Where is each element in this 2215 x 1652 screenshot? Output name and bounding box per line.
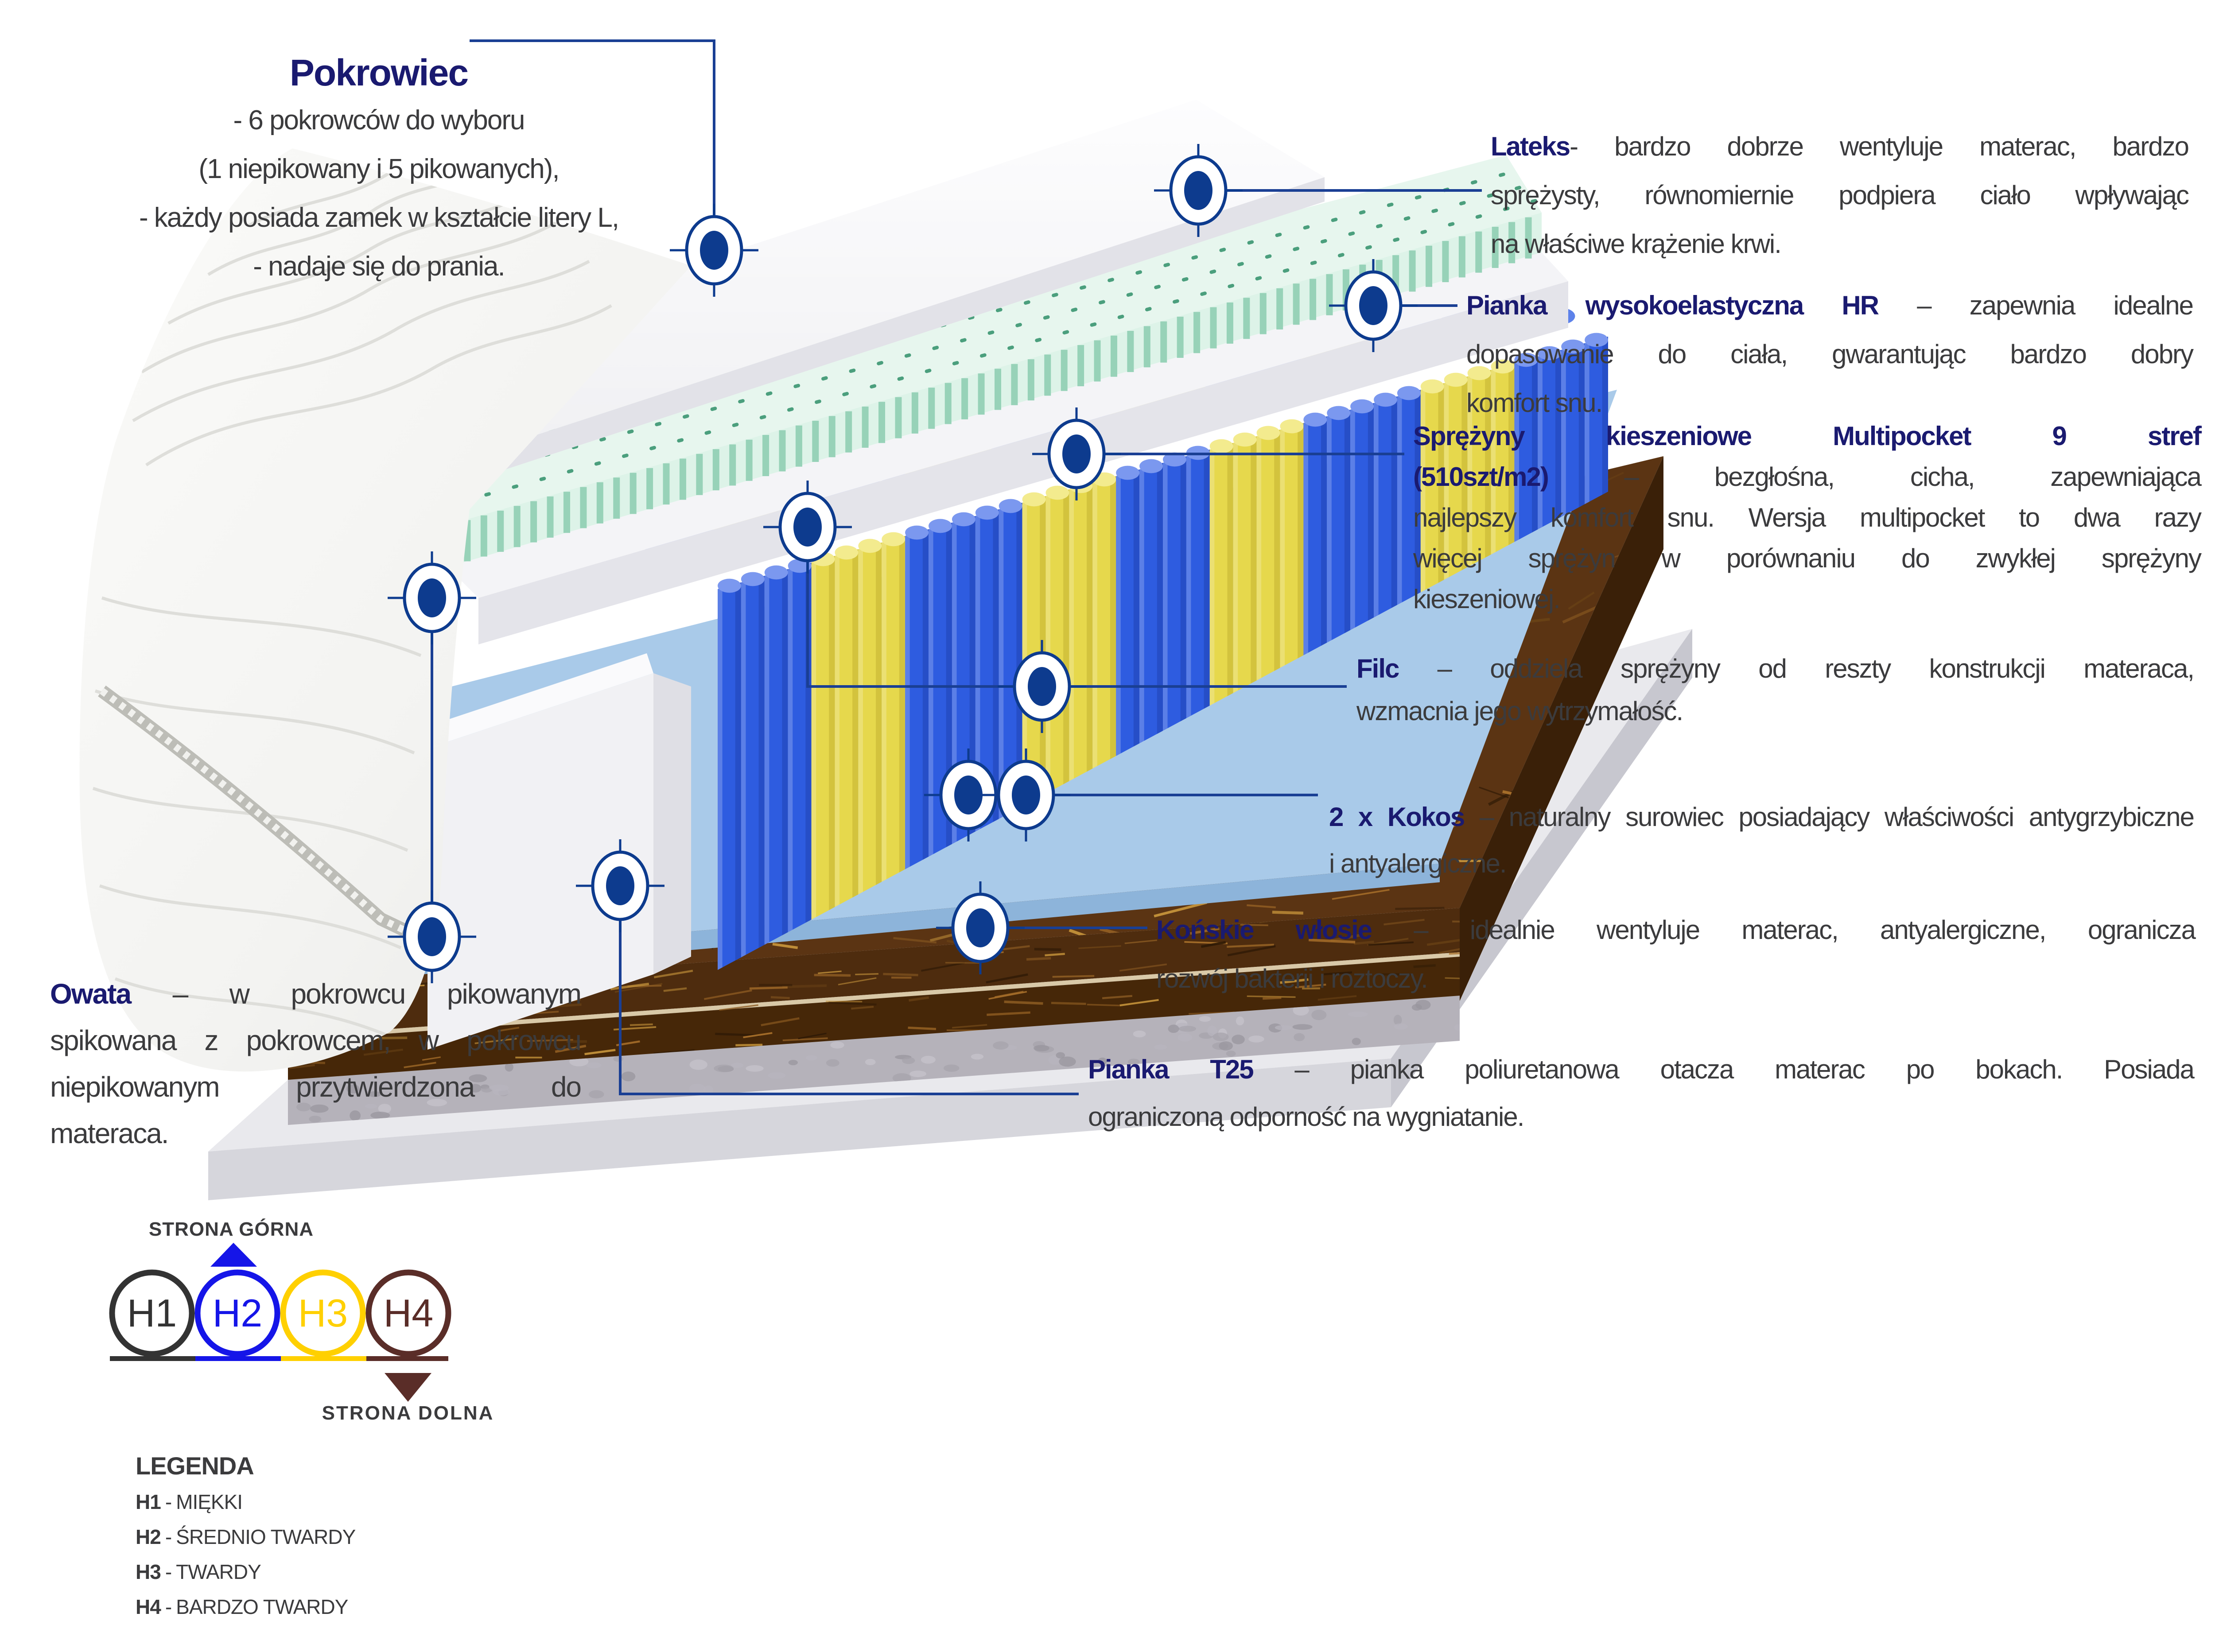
felt-speckle (768, 1072, 785, 1079)
callout-pianka-hr (1466, 281, 2193, 427)
legend-row: H2 - ŚREDNIO TWARDY (136, 1525, 356, 1548)
latex-rib (497, 511, 504, 552)
scale-top-label: STRONA GÓRNA (148, 1218, 314, 1240)
coir-fibre (1051, 1003, 1086, 1004)
spring-coil (1374, 393, 1397, 618)
latex-rib (1111, 336, 1117, 377)
callout-kokos-title: 2 x Kokos (1329, 802, 1465, 832)
coir-fibre (1004, 1002, 1043, 1004)
callout-filc-title: Filc (1356, 654, 1399, 683)
spring-coil (1116, 466, 1139, 756)
latex-rib (945, 383, 952, 424)
scale-circle-h3-label: H3 (298, 1291, 348, 1335)
latex-rib (729, 444, 736, 485)
latex-rib (1127, 331, 1134, 372)
felt-speckle (944, 1065, 960, 1072)
callout-pokrowiec-line: - nadaje się do prania. (253, 251, 505, 282)
latex-rib (1276, 288, 1283, 330)
coir-fibre (1034, 949, 1061, 950)
spring-coil (1350, 399, 1374, 630)
callout-kokos-line: 2 x Kokos – naturalny surowiec posiadający właściwości antygrzybiczne (1329, 802, 2194, 832)
callout-sprezyny-title: Sprężyny kieszeniowe Multipocket 9 stref (1413, 421, 2201, 451)
felt-speckle (689, 1084, 706, 1094)
callout-lateks-line: Lateks- bardzo dobrze wentyluje materac, bardzo (1491, 132, 2188, 161)
latex-rib (1177, 317, 1184, 358)
latex-rib (1442, 241, 1449, 282)
latex-rib (829, 416, 835, 457)
coir-fibre (883, 974, 918, 975)
callout-kokos-line: i antyalergiczne. (1329, 849, 1506, 878)
felt-speckle (589, 1090, 604, 1099)
latex-rib (762, 435, 769, 476)
spring-coil (1069, 479, 1092, 781)
callout-sprezyny-subtitle: (510szt/m2) (1413, 462, 1548, 492)
felt-speckle (1133, 1031, 1146, 1037)
callout-pianka-hr-line: dopasowanie do ciała, gwarantując bardzo dobry (1466, 339, 2193, 369)
callout-owata-line: Owata – w pokrowcu pikowanym (50, 978, 581, 1010)
felt-speckle (902, 1057, 915, 1064)
latex-rib (713, 449, 719, 490)
spring-coil (858, 539, 882, 895)
coir-fibre (908, 1028, 936, 1029)
latex-rib (580, 487, 587, 528)
spring-coil (718, 579, 741, 970)
latex-rib (663, 463, 670, 504)
latex-rib (1160, 322, 1167, 363)
spring-coil (1280, 419, 1303, 668)
latex-rib (1028, 359, 1034, 400)
felt-speckle (865, 1059, 876, 1065)
felt-speckle (1232, 1035, 1245, 1044)
latex-rib (547, 496, 554, 538)
latex-rib (796, 426, 802, 467)
felt-speckle (789, 1060, 798, 1065)
spring-coil (1210, 439, 1233, 706)
felt-speckle (746, 1065, 763, 1072)
spring-coil (1092, 473, 1116, 769)
scale-circle-h2-label: H2 (212, 1291, 263, 1335)
callout-konskie-wlosie-title: Końskie włosie (1156, 915, 1372, 945)
latex-rib (1475, 232, 1482, 273)
latex-rib (895, 397, 902, 438)
spring-coil (1327, 406, 1350, 643)
callout-sprezyny-line: (510szt/m2) – bezgłośna, cicha, zapewniająca (1413, 462, 2201, 492)
felt-speckle (1179, 1026, 1197, 1032)
spring-coil (812, 552, 835, 920)
callout-sprezyny-line: kieszeniowej. (1413, 584, 1560, 614)
scale-circle-h1-label: H1 (127, 1291, 177, 1335)
felt-speckle (1056, 1052, 1065, 1059)
latex-rib (563, 492, 570, 533)
felt-speckle (1178, 1033, 1193, 1041)
callout-pianka-t25-title: Pianka T25 (1088, 1055, 1253, 1084)
latex-rib (1077, 345, 1084, 386)
latex-rib (1094, 340, 1101, 381)
callout-filc-line: wzmacnia jego wytrzymałość. (1356, 696, 1683, 726)
coir-fibre (1087, 1004, 1119, 1005)
scale-up-arrow-icon (210, 1243, 257, 1267)
latex-rib (597, 482, 603, 524)
felt-speckle (1394, 1024, 1407, 1030)
spring-coil (1303, 413, 1327, 655)
latex-rib (978, 373, 985, 415)
callout-pianka-t25-line: ograniczoną odporność na wygniatanie. (1088, 1102, 1524, 1132)
coir-fibre (750, 988, 788, 989)
spring-coil (835, 546, 858, 907)
felt-speckle (971, 1054, 983, 1059)
callout-konskie-wlosie-line: rozwój bakterii i roztoczy. (1156, 964, 1427, 993)
felt-speckle (993, 1041, 1009, 1049)
scale-bottom-label: STRONA DOLNA (322, 1402, 494, 1424)
felt-speckle (1199, 1016, 1211, 1022)
callout-owata-title: Owata (50, 978, 131, 1010)
felt-speckle (731, 1063, 743, 1068)
felt-speckle (1213, 1032, 1229, 1041)
felt-speckle (1034, 1045, 1049, 1051)
callout-pokrowiec-line: - każdy posiada zamek w kształcie litery L, (139, 202, 619, 233)
coir-fibre (826, 1001, 862, 1002)
spring-coil (1186, 446, 1210, 718)
latex-rib (878, 402, 885, 443)
callout-pianka-t25-line: Pianka T25 – pianka poliuretanowa otacza materac po bokach. Posiada (1088, 1055, 2194, 1084)
latex-rib (1193, 312, 1200, 353)
callout-pokrowiec (117, 50, 640, 291)
latex-rib (630, 473, 637, 514)
callout-owata-line: spikowana z pokrowcem, w pokrowcu (50, 1024, 581, 1056)
hardness-scale (110, 1218, 494, 1424)
felt-speckle (1412, 1004, 1422, 1011)
felt-speckle (1454, 1024, 1463, 1031)
felt-speckle (806, 1055, 817, 1060)
felt-speckle (1294, 1033, 1305, 1041)
latex-rib (862, 407, 869, 448)
latex-rib (481, 516, 487, 557)
felt-speckle (1293, 1024, 1313, 1030)
latex-rib (995, 369, 1001, 410)
callout-pianka-t25 (1088, 1046, 2194, 1140)
legend-row: H3 - TWARDY (136, 1560, 261, 1583)
coir-fibre (1026, 958, 1051, 959)
latex-rib (928, 388, 935, 429)
latex-rib (530, 501, 537, 543)
latex-rib (912, 392, 918, 434)
felt-speckle (830, 1042, 844, 1049)
latex-rib (1326, 274, 1333, 315)
felt-speckle (1311, 1010, 1326, 1020)
latex-rib (1227, 302, 1233, 344)
latex-rib (1260, 293, 1267, 334)
latex-rib (961, 378, 968, 419)
latex-rib (1243, 298, 1250, 339)
felt-speckle (909, 1070, 926, 1077)
spring-coil (1233, 433, 1257, 693)
spring-coil (905, 526, 929, 869)
callout-kokos (1329, 794, 2194, 887)
latex-rib (680, 458, 686, 500)
callout-filc-line: Filc – oddziela sprężyny od reszty konstrukcji materaca, (1356, 654, 2194, 683)
felt-speckle (1352, 1038, 1361, 1045)
latex-rib (1011, 364, 1018, 405)
spring-coil (1257, 426, 1280, 681)
callout-lateks-title: Lateks (1491, 132, 1570, 161)
latex-rib (1459, 236, 1465, 277)
latex-rib (1426, 246, 1432, 287)
callout-sprezyny-line: więcej sprężyn w porównaniu do zwykłej sprężyny (1413, 543, 2201, 573)
coir-fibre (771, 997, 790, 998)
latex-rib (746, 440, 753, 481)
latex-rib (1210, 307, 1217, 349)
latex-rib (1310, 279, 1316, 320)
latex-rib (646, 468, 653, 509)
callout-pokrowiec-line: (1 niepikowany i 5 pikowanych), (198, 154, 559, 184)
legend-title: LEGENDA (136, 1452, 254, 1480)
latex-rib (1293, 283, 1300, 325)
callout-lateks (1491, 122, 2188, 268)
callout-lateks-line: na właściwe krążenie krwi. (1491, 229, 1781, 259)
felt-speckle (921, 1056, 936, 1064)
felt-speckle (613, 1056, 623, 1062)
scale-down-arrow-icon (385, 1373, 431, 1402)
latex-rib (779, 430, 785, 471)
felt-speckle (1168, 1025, 1179, 1033)
spring-coil (765, 566, 788, 945)
scale-axis-h1 (110, 1356, 195, 1361)
callout-owata-line: niepikowanym przytwierdzona do (50, 1071, 581, 1103)
callout-owata (50, 971, 581, 1157)
latex-rib (1044, 354, 1051, 396)
latex-rib (1144, 326, 1150, 367)
coir-fibre (1053, 976, 1095, 977)
callout-pianka-hr-line: Pianka wysokoelastyczna HR – zapewnia idealne (1466, 291, 2193, 320)
callout-konskie-wlosie-line: Końskie włosie – idealnie wentyluje materac, antyalergiczne, ogranicza (1156, 915, 2195, 945)
callout-sprezyny (1413, 416, 2201, 620)
callout-pianka-hr-title: Pianka wysokoelastyczna HR (1466, 291, 1879, 320)
callout-pokrowiec-title: Pokrowiec (289, 52, 468, 93)
latex-rib (845, 411, 852, 453)
callout-lateks-line: sprężysty, równomiernie podpiera ciało wpływając (1491, 180, 2188, 210)
felt-speckle (1275, 1025, 1292, 1030)
latex-rib (613, 477, 620, 519)
latex-rib (1061, 350, 1068, 391)
spring-coil (741, 572, 765, 958)
latex-rib (514, 506, 521, 547)
scale-axis-h2 (195, 1356, 281, 1361)
felt-speckle (690, 1059, 707, 1070)
felt-speckle (622, 1071, 636, 1081)
callout-pianka-hr-line: komfort snu. (1466, 388, 1602, 418)
felt-speckle (1236, 1016, 1244, 1025)
felt-speckle (714, 1065, 734, 1072)
legend-row: H1 - MIĘKKI (136, 1490, 243, 1513)
callout-pokrowiec-line: - 6 pokrowców do wyboru (233, 105, 525, 136)
legend-row: H4 - BARDZO TWARDY (136, 1595, 348, 1618)
legend (136, 1447, 355, 1625)
scale-axis-h3 (281, 1356, 366, 1361)
coir-fibre (630, 1024, 653, 1025)
scale-circle-h4-label: H4 (383, 1291, 434, 1335)
spring-coil (1046, 486, 1069, 794)
spring-coil (882, 532, 905, 882)
scale-axis-h4 (366, 1356, 448, 1361)
spring-coil (1139, 459, 1163, 744)
felt-speckle (586, 1063, 601, 1068)
latex-rib (696, 454, 703, 495)
callout-owata-line: materaca. (50, 1117, 168, 1149)
latex-rib (1409, 250, 1416, 291)
felt-speckle (1248, 1035, 1264, 1043)
felt-speckle (1348, 1012, 1368, 1017)
latex-rib (812, 421, 819, 462)
callout-sprezyny-line: najlepszy komfort snu. Wersja multipocket to dwa razy (1413, 503, 2201, 532)
spring-coil (1163, 453, 1186, 731)
callout-filc (1356, 648, 2194, 733)
felt-speckle (826, 1059, 839, 1067)
callout-konskie-wlosie (1156, 906, 2195, 1003)
